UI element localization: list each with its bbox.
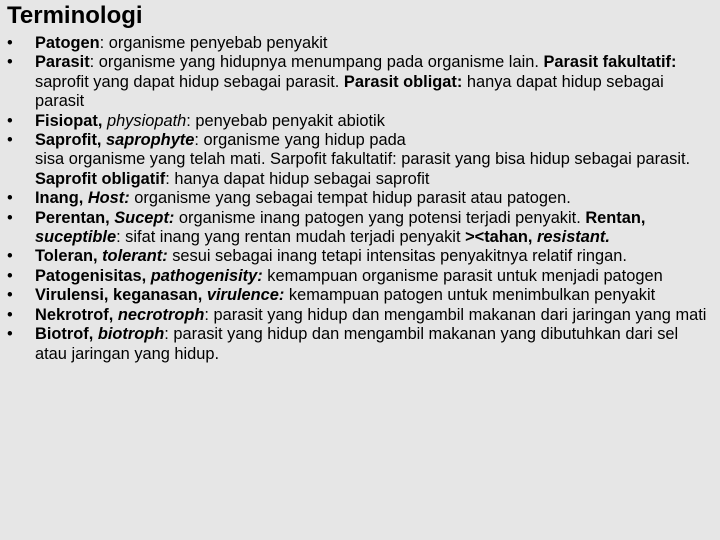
list-item <box>0 53 712 111</box>
term: Patogen <box>35 34 100 52</box>
list-item <box>0 267 712 286</box>
definition: : parasit yang hidup dan mengambil makanan dari jaringan yang mati <box>204 305 707 324</box>
term-alt: physiopath <box>106 111 187 130</box>
term-alt: tolerant: <box>102 247 168 266</box>
term: Fisiopat, <box>35 111 107 130</box>
term: Perentan, <box>35 208 115 227</box>
sub-term: Parasit obligat: <box>343 72 463 91</box>
list-item <box>0 306 712 325</box>
term-alt: Sucept: <box>114 208 175 227</box>
sub-definition: : hanya dapat hidup sebagai saprofit <box>165 169 430 188</box>
term: Virulensi, keganasan, <box>35 286 207 305</box>
opposite-term-alt: resistant. <box>537 228 610 247</box>
sub-term: Rentan, <box>585 208 646 227</box>
list-item <box>0 325 712 364</box>
bullet: • <box>7 286 13 305</box>
bullet: • <box>7 266 13 285</box>
bullet: • <box>7 111 13 130</box>
term: Saprofit, <box>35 131 107 150</box>
definition: kemampuan organisme parasit untuk menjadi patogen <box>262 266 663 285</box>
term: Patogenisitas, <box>35 266 151 285</box>
list-item <box>0 34 712 53</box>
separator: : <box>99 34 109 52</box>
term: Parasit <box>35 53 90 72</box>
term-list <box>0 34 712 364</box>
term: Toleran, <box>35 247 103 266</box>
list-item <box>0 112 712 131</box>
definition: organisme yang sebagai tempat hidup parasit atau patogen. <box>129 189 571 208</box>
definition: organisme yang hidupnya menumpang pada organisme lain. <box>98 53 544 72</box>
opposite-term: ><tahan, <box>465 228 538 247</box>
definition: kemampuan patogen untuk menimbulkan penyakit <box>284 286 656 305</box>
term: Nekrotrof, <box>35 305 118 324</box>
bullet: • <box>7 34 13 52</box>
separator: : <box>89 53 99 72</box>
sub-definition: : sifat inang yang rentan mudah terjadi penyakit <box>116 228 466 247</box>
sub-term-alt: suceptible <box>35 228 117 247</box>
term: Inang, <box>35 189 88 208</box>
definition: penyebab penyakit abiotik <box>195 111 385 130</box>
bullet: • <box>7 247 13 266</box>
bullet: • <box>7 189 13 208</box>
term-alt: biotroph <box>97 325 165 344</box>
term-alt: necrotroph <box>117 305 205 324</box>
bullet: • <box>7 208 13 227</box>
list-item <box>0 286 712 305</box>
bullet: • <box>7 53 13 72</box>
sub-definition: hanya dapat hidup sebagai parasit <box>35 72 664 111</box>
list-item <box>0 247 712 266</box>
definition: sesui sebagai inang tetapi intensitas penyakitnya relatif ringan. <box>167 247 627 266</box>
sub-term: Saprofit obligatif <box>35 169 166 188</box>
term-alt: pathogenisity: <box>150 266 263 285</box>
term: Biotrof, <box>35 325 98 344</box>
definition-continued: sisa organisme yang telah mati. Sarpofit fakultatif: parasit yang bisa hidup sebagai parasit. <box>35 150 691 169</box>
bullet: • <box>7 325 13 344</box>
slide-title: Terminologi <box>7 2 143 29</box>
definition: organisme penyebab penyakit <box>108 34 328 52</box>
list-item <box>0 209 712 248</box>
term-alt: Host: <box>87 189 130 208</box>
term-alt: saprophyte <box>106 131 195 150</box>
list-item <box>0 189 712 208</box>
definition: organisme yang hidup pada <box>203 131 406 150</box>
bullet: • <box>7 305 13 324</box>
separator: : <box>194 131 204 150</box>
definition: organisme inang patogen yang potensi terjadi penyakit. <box>174 208 586 227</box>
separator: : <box>186 111 196 130</box>
list-item <box>0 131 712 189</box>
sub-definition: saprofit yang dapat hidup sebagai parasit. <box>35 72 344 91</box>
sub-term: Parasit fakultatif: <box>543 53 677 72</box>
bullet: • <box>7 131 13 150</box>
term-alt: virulence: <box>206 286 285 305</box>
definition: : parasit yang hidup dan mengambil makanan yang dibutuhkan dari sel atau jaringan yang hidup. <box>35 325 679 363</box>
